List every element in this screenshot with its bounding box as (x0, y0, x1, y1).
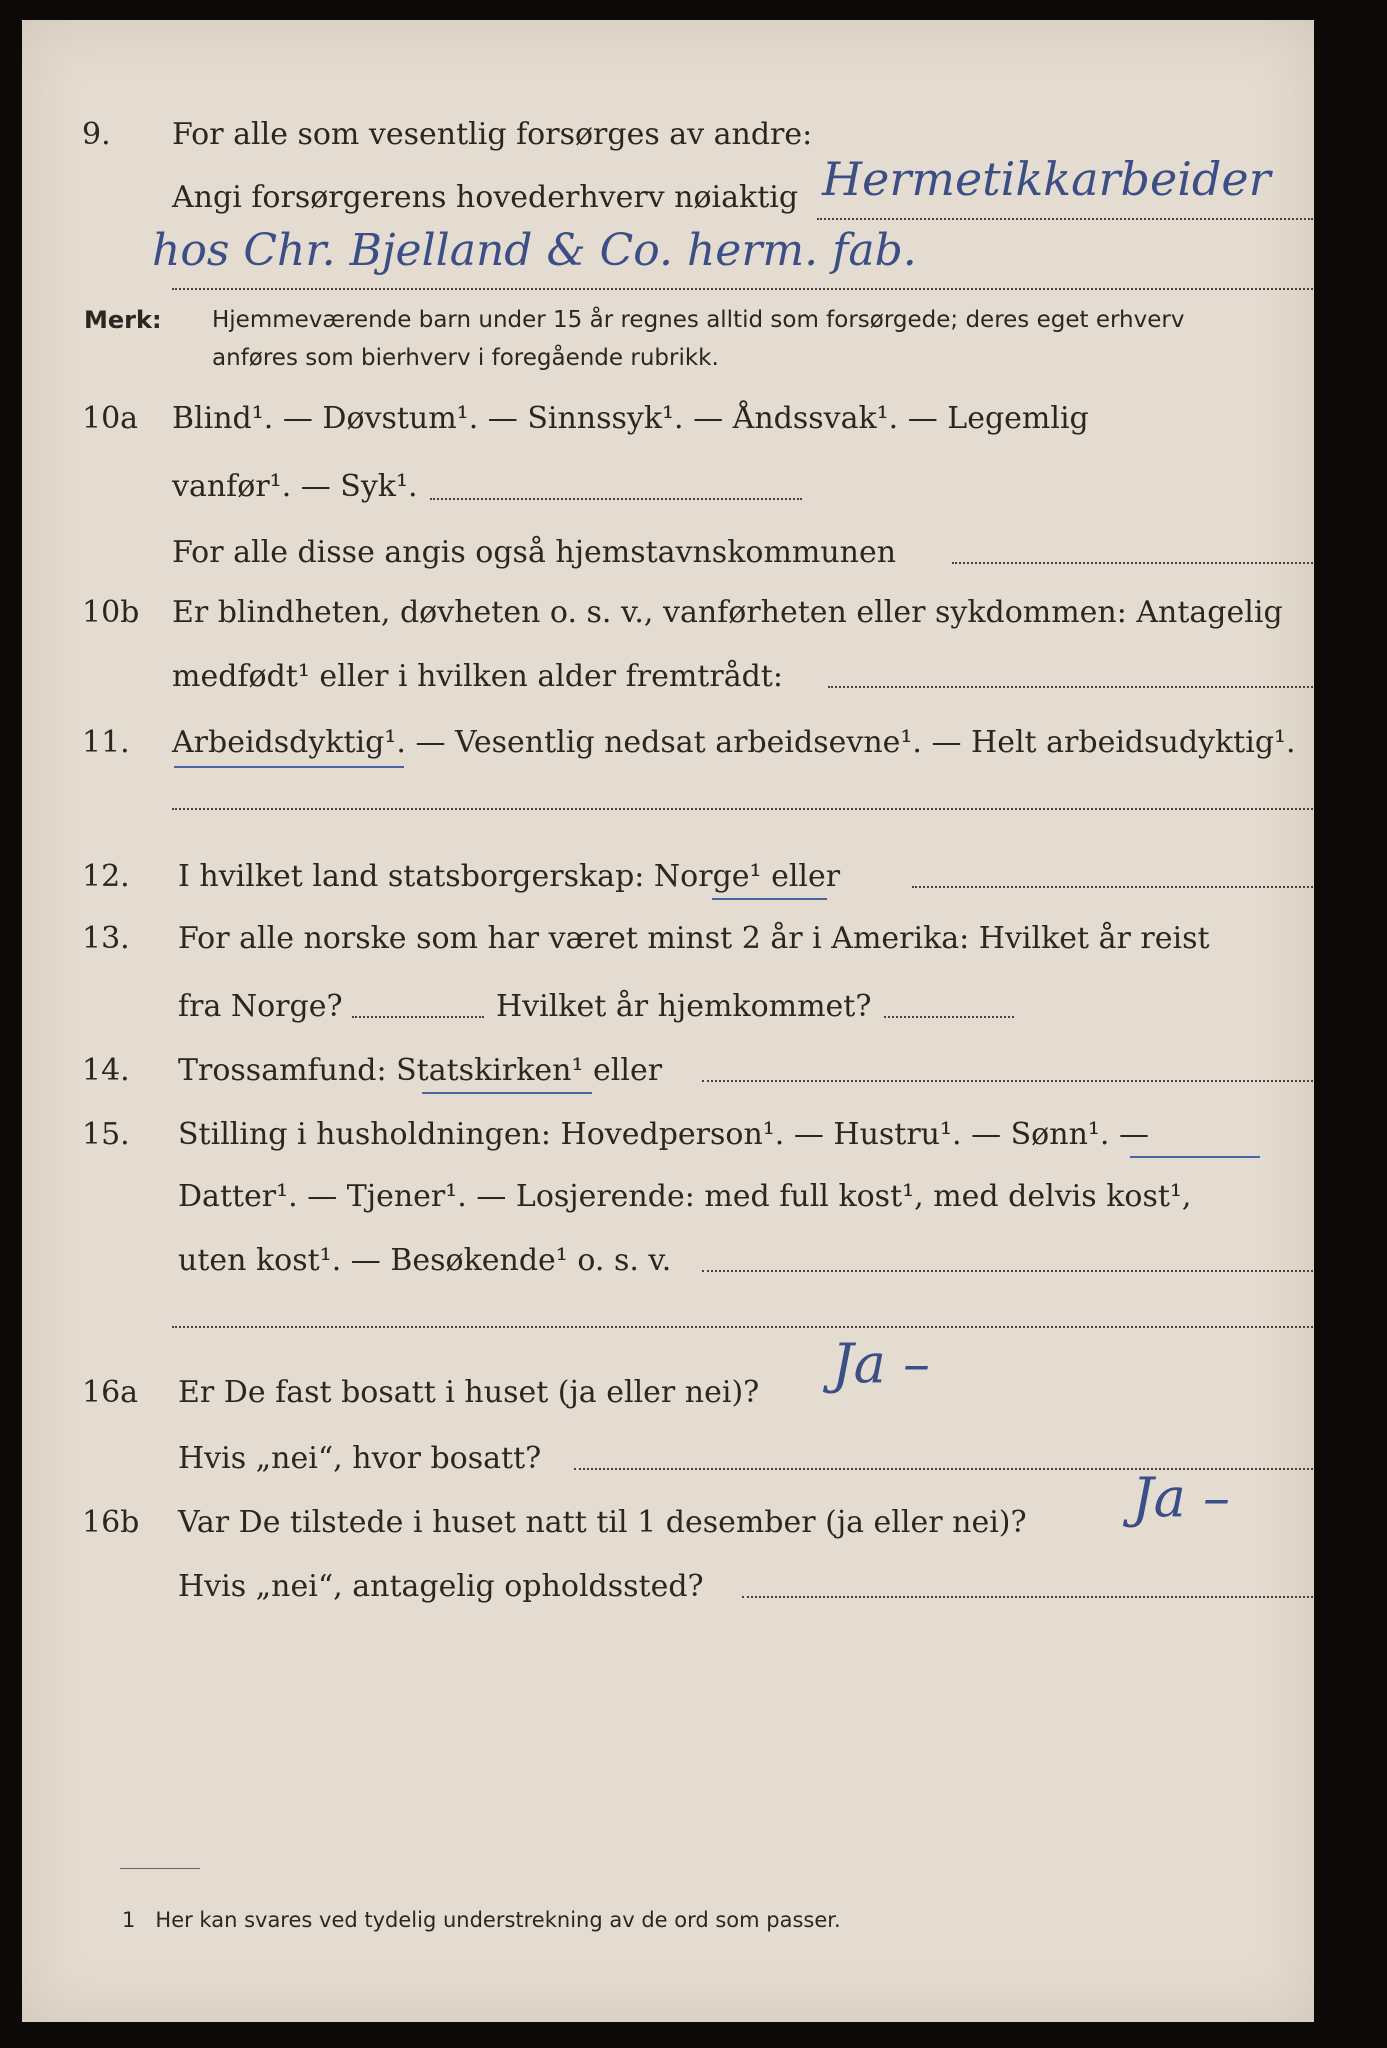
q16a-question-line-1: Er De fast bosatt i huset (ja eller nei)? (178, 1375, 760, 1410)
q16b-row-2 (22, 1562, 1314, 1612)
q9-number: 9. (82, 117, 111, 152)
footnote-text: Her kan svares ved tydelig understrekning av de ord som passer. (155, 1908, 841, 1932)
q11-answer-underline (174, 766, 404, 768)
q12-norge-underline (712, 898, 827, 900)
q10a-municipality-line[interactable] (952, 562, 1313, 564)
q14-question-line-1: Trossamfund: Statskirken¹ eller (178, 1053, 663, 1088)
q10b-number: 10b (82, 595, 140, 630)
q15-question-line-1: Stilling i husholdningen: Hovedperson¹. — Hustru¹. — Sønn¹. — (178, 1117, 1149, 1152)
q14-statskirken-underline (422, 1092, 592, 1094)
merk-label: Merk: (84, 306, 162, 334)
q13-number: 13. (82, 921, 130, 956)
q12-row-1 (22, 852, 1314, 902)
q13-departure-year-line[interactable] (352, 1016, 484, 1018)
footnote (122, 1908, 841, 1932)
merk-row-1 (22, 300, 1314, 340)
q13-return-year-line[interactable] (884, 1016, 1014, 1018)
q10a-question-line-1: Blind¹. — Døvstum¹. — Sinnssyk¹. — Åndssvak¹. — Legemlig (172, 401, 1089, 436)
q14-row-1 (22, 1046, 1314, 1096)
q15-answer-line-1[interactable] (702, 1270, 1313, 1272)
merk-text-line-1: Hjemmeværende barn under 15 år regnes alltid som forsørgede; deres eget erhverv (212, 307, 1185, 333)
q15-number: 15. (82, 1117, 130, 1152)
q16b-question-line-1: Var De tilstede i huset natt til 1 desember (ja eller nei)? (178, 1505, 1027, 1540)
q11-number: 11. (82, 725, 130, 760)
q9-question-line-2: Angi forsørgerens hovederhverv nøiaktig (172, 180, 799, 215)
q11-answer-line[interactable] (172, 808, 1313, 810)
q16b-number: 16b (82, 1505, 140, 1540)
footnote-mark: 1 (122, 1908, 136, 1932)
q16b-handwritten-answer: Ja – (1132, 1466, 1231, 1529)
q16b-row-1 (22, 1498, 1314, 1548)
q11-row-1 (22, 718, 1314, 768)
q9-question-line-1: For alle som vesentlig forsørges av andre: (172, 117, 813, 152)
q10b-question-line-1: Er blindheten, døvheten o. s. v., vanførheten eller sykdommen: Antagelig (172, 595, 1283, 630)
q10a-row-1 (22, 394, 1314, 444)
q11-question-line-1: Arbeidsdyktig¹. — Vesentlig nedsat arbeidsevne¹. — Helt arbeidsudyktig¹. (172, 725, 1296, 760)
q12-answer-line[interactable] (912, 886, 1313, 888)
q16a-question-line-2: Hvis „nei“, hvor bosatt? (178, 1441, 542, 1476)
q10b-row-2 (22, 652, 1314, 702)
q13-question-line-2a: fra Norge? (178, 989, 343, 1024)
q16a-number: 16a (82, 1375, 139, 1410)
census-form-page (22, 20, 1314, 2022)
q15-row-1 (22, 1110, 1314, 1160)
merk-text-line-2: anføres som bierhverv i foregående rubrikk. (212, 345, 719, 371)
q12-question-line-1: I hvilket land statsborgerskap: Norge¹ eller (178, 859, 841, 894)
q9-answer-line-1[interactable] (817, 218, 1313, 220)
q15-question-line-3: uten kost¹. — Besøkende¹ o. s. v. (178, 1243, 672, 1278)
q10a-row-2 (22, 462, 1314, 512)
q10a-question-line-2: vanfør¹. — Syk¹. (172, 469, 418, 504)
q14-number: 14. (82, 1053, 130, 1088)
q13-row-1 (22, 914, 1314, 964)
q10b-row-1 (22, 588, 1314, 638)
q10b-question-line-2: medfødt¹ eller i hvilken alder fremtrådt: (172, 659, 783, 694)
q16a-row-2 (22, 1434, 1314, 1484)
q10a-question-line-3: For alle disse angis også hjemstavnskommunen (172, 535, 897, 570)
q10a-sick-line[interactable] (430, 498, 802, 500)
q13-question-line-2b: Hvilket år hjemkommet? (496, 989, 872, 1024)
q13-row-2 (22, 982, 1314, 1032)
q15-row-3 (22, 1236, 1314, 1286)
q15-row-2 (22, 1172, 1314, 1222)
merk-row-2 (22, 338, 1314, 378)
q9-answer-line-2[interactable] (172, 288, 1313, 290)
q9-handwritten-answer-1: Hermetikkarbeider (822, 152, 1271, 206)
q16b-question-line-2: Hvis „nei“, antagelig opholdssted? (178, 1569, 704, 1604)
footnote-separator (120, 1868, 200, 1869)
q10a-row-3 (22, 528, 1314, 578)
q10b-answer-line[interactable] (828, 686, 1313, 688)
q15-answer-line-2[interactable] (172, 1326, 1313, 1328)
q16a-row-1 (22, 1368, 1314, 1418)
q13-question-line-1: For alle norske som har været minst 2 år i Amerika: Hvilket år reist (178, 921, 1210, 956)
q15-question-line-2: Datter¹. — Tjener¹. — Losjerende: med full kost¹, med delvis kost¹, (178, 1179, 1192, 1214)
q12-number: 12. (82, 859, 130, 894)
q14-answer-line[interactable] (702, 1080, 1313, 1082)
q16a-handwritten-answer: Ja – (832, 1332, 931, 1395)
q15-sonn-underline (1130, 1156, 1260, 1158)
q10a-number: 10a (82, 401, 139, 436)
q16b-answer-line[interactable] (742, 1596, 1313, 1598)
q9-handwritten-answer-2: hos Chr. Bjelland & Co. herm. fab. (152, 225, 917, 276)
